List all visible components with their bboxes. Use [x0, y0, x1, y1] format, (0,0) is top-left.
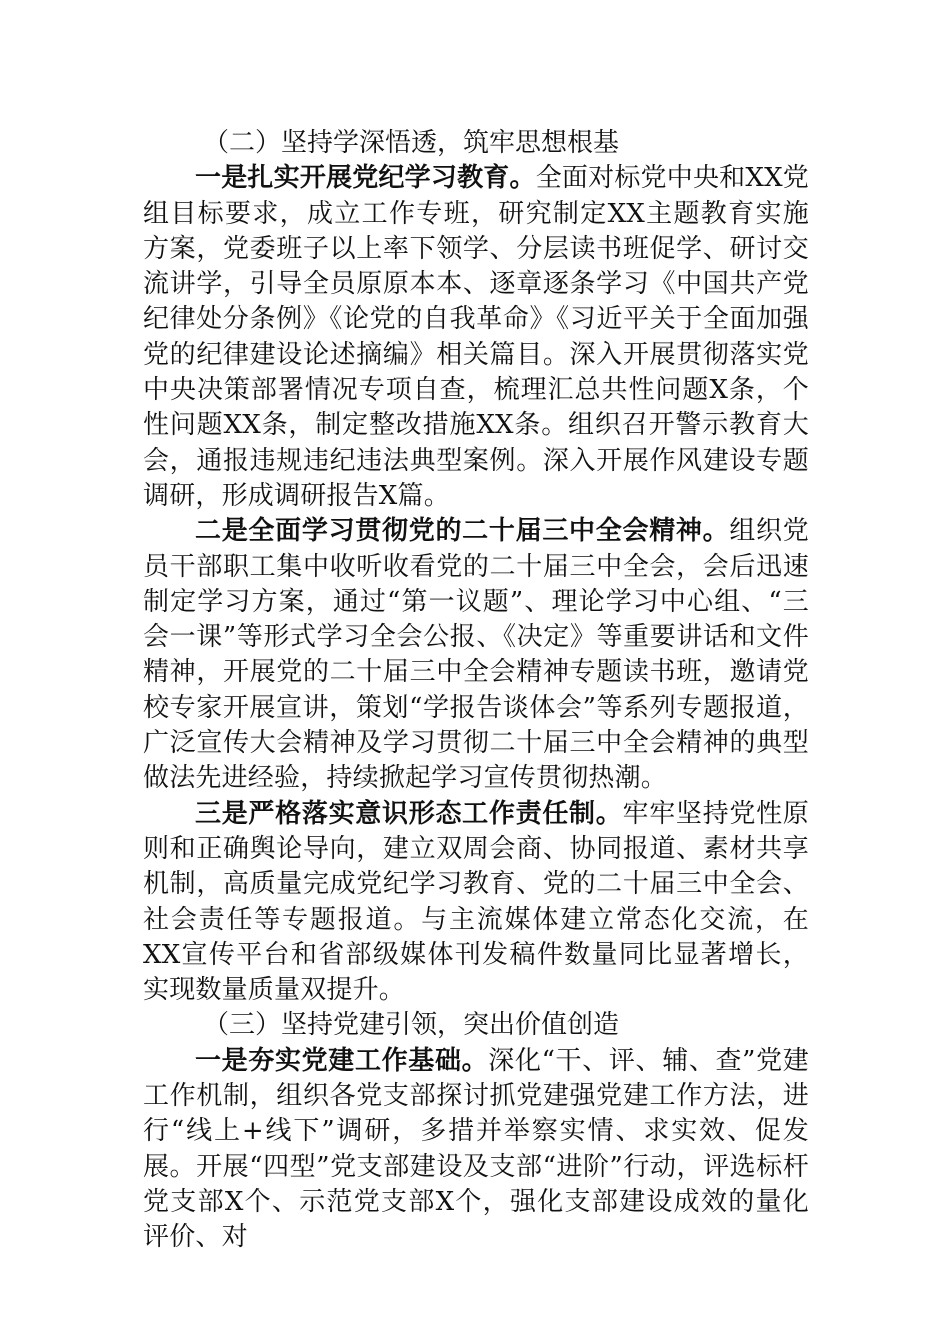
- paragraph-third-plenum-study: [143, 514, 809, 796]
- paragraph-lead: 一是夯实党建工作基础。: [195, 1045, 489, 1076]
- paragraph-party-discipline-study: [143, 161, 809, 514]
- paragraph-lead: 三是严格落实意识形态工作责任制。: [195, 798, 623, 829]
- paragraph-text: 牢牢坚持党性原则和正确舆论导向，建立双周会商、协同报道、素材共享机制，高质量完成党纪学习教育、党的二十届三中全会、社会责任等专题报道。与主流媒体建立常态化交流，在XX宣传平台和省部级媒体刊发稿件数量同比显著增长，实现数量质量双提升。: [143, 798, 809, 1006]
- paragraph-lead: 二是全面学习贯彻党的二十届三中全会精神。: [195, 516, 730, 547]
- paragraph-text: 深化“干、评、辅、查”党建工作机制，组织各党支部探讨抓党建强党建工作方法，进行“线上+线下”调研，多措并举察实情、求实效、促发展。开展“四型”党支部建设及支部“进阶”行动，评选标杆党支部X个、示范党支部X个，强化支部建设成效的量化评价、对: [143, 1045, 810, 1253]
- paragraph-ideology-responsibility: [143, 797, 809, 1009]
- paragraph-party-building-foundation: [143, 1044, 809, 1256]
- section-heading-3: （三）坚持党建引领，突出价值创造: [203, 1010, 620, 1041]
- paragraph-text: 全面对标党中央和XX党组目标要求，成立工作专班，研究制定XX主题教育实施方案，党委班子以上率下领学、分层读书班促学、研讨交流讲学，引导全员原原本本、逐章逐条学习《中国共产党纪律处分条例》《论党的自我革命》《习近平关于全面加强党的纪律建设论述摘编》相关篇目。深入开展贯彻落实党中央决策部署情况专项自查，梳理汇总共性问题X条，个性问题XX条，制定整改措施XX条。组织召开警示教育大会，通报违规违纪违法典型案例。深入开展作风建设专题调研，形成调研报告X篇。: [143, 163, 809, 511]
- section-heading-2: （二）坚持学深悟透，筑牢思想根基: [203, 128, 620, 158]
- paragraph-lead: 一是扎实开展党纪学习教育。: [195, 163, 536, 194]
- paragraph-text: 组织党员干部职工集中收听收看党的二十届三中全会，会后迅速制定学习方案，通过“第一议题”、理论学习中心组、“三会一课”等形式学习全会公报、《决定》等重要讲话和文件精神，开展党的二十届三中全会精神专题读书班，邀请党校专家开展宣讲，策划“学报告谈体会”等系列专题报道，广泛宣传大会精神及学习贯彻二十届三中全会精神的典型做法先进经验，持续掀起学习宣传贯彻热潮。: [143, 516, 809, 794]
- document-body: [143, 126, 809, 1256]
